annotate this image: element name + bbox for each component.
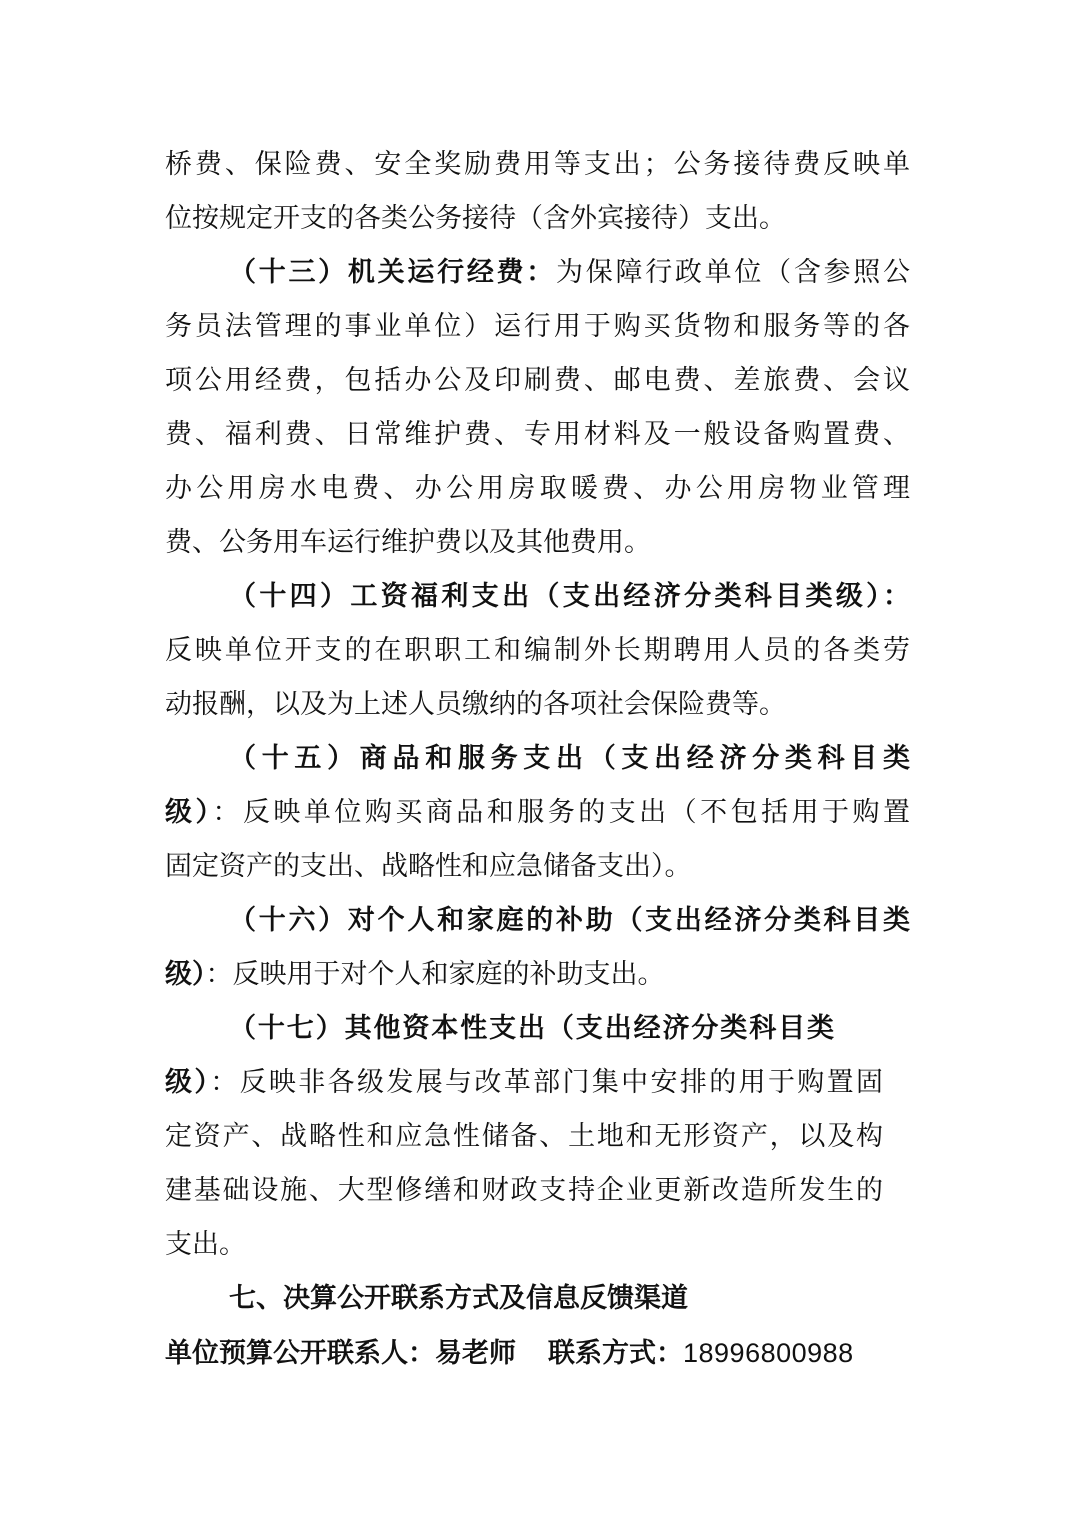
heading-colon: ： xyxy=(212,797,243,828)
paragraph-line: 反映单位开支的在职职工和编制外长期聘用人员的各类劳 xyxy=(165,635,910,666)
contact-method-label: 联系方式： xyxy=(548,1338,683,1369)
section-15-heading-cont: 级） xyxy=(165,797,213,828)
section-13-heading: （十三）机关运行经费 xyxy=(229,257,527,288)
section-17-text: 反映非各级发展与改革部门集中安排的用于购置固 xyxy=(239,1067,884,1098)
section-13-first-line xyxy=(229,248,910,298)
section-17-heading-cont: 级） xyxy=(165,1067,211,1098)
contact-person-label: 单位预算公开联系人： xyxy=(165,1338,435,1369)
section-15-heading: （十五）商品和服务支出（支出经济分类科目类 xyxy=(229,743,910,774)
section-17-heading: （十七）其他资本性支出（支出经济分类科目类 xyxy=(229,1013,834,1044)
paragraph-line: 费、福利费、日常维护费、专用材料及一般设备购置费、 xyxy=(165,419,910,450)
contact-person: 易老师 xyxy=(435,1338,516,1369)
chapter-heading: 七、决算公开联系方式及信息反馈渠道 xyxy=(229,1283,688,1314)
contact-line xyxy=(165,1328,910,1378)
section-16-heading: （十六）对个人和家庭的补助（支出经济分类科目类 xyxy=(229,905,910,936)
section-15-text: 反映单位购买商品和服务的支出（不包括用于购置 xyxy=(242,797,911,828)
section-16-text: 反映用于对个人和家庭的补助支出。 xyxy=(232,959,665,990)
paragraph-line: 办公用房水电费、办公用房取暖费、办公用房物业管理 xyxy=(165,473,910,504)
section-17-first-line xyxy=(165,1058,883,1108)
paragraph-line: 费、公务用车运行维护费以及其他费用。 xyxy=(165,527,651,558)
heading-colon: ： xyxy=(210,1067,240,1098)
paragraph-line: 桥费、保险费、安全奖励费用等支出；公务接待费反映单 xyxy=(165,149,910,180)
heading-colon: ： xyxy=(205,959,233,990)
paragraph-line: 固定资产的支出、战略性和应急储备支出）。 xyxy=(165,851,692,882)
section-16-first-line xyxy=(165,950,910,1000)
paragraph-line: 务员法管理的事业单位）运行用于购买货物和服务等的各 xyxy=(165,311,910,342)
paragraph-line: 动报酬，以及为上述人员缴纳的各项社会保险费等。 xyxy=(165,689,786,720)
section-15-first-line xyxy=(165,788,910,838)
heading-colon: ： xyxy=(526,257,557,288)
contact-phone: 18996800988 xyxy=(683,1338,854,1368)
section-16-heading-cont: 级） xyxy=(165,959,206,990)
paragraph-line: 定资产、战略性和应急性储备、土地和无形资产，以及构 xyxy=(165,1121,883,1152)
section-14-heading: （十四）工资福利支出（支出经济分类科目类级）： xyxy=(229,581,910,612)
section-13-text: 为保障行政单位（含参照公 xyxy=(556,257,911,288)
paragraph-line: 项公用经费，包括办公及印刷费、邮电费、差旅费、会议 xyxy=(165,365,910,396)
paragraph-line: 位按规定开支的各类公务接待（含外宾接待）支出。 xyxy=(165,203,786,234)
paragraph-line: 支出。 xyxy=(165,1229,246,1260)
paragraph-line: 建基础设施、大型修缮和财政支持企业更新改造所发生的 xyxy=(165,1175,883,1206)
